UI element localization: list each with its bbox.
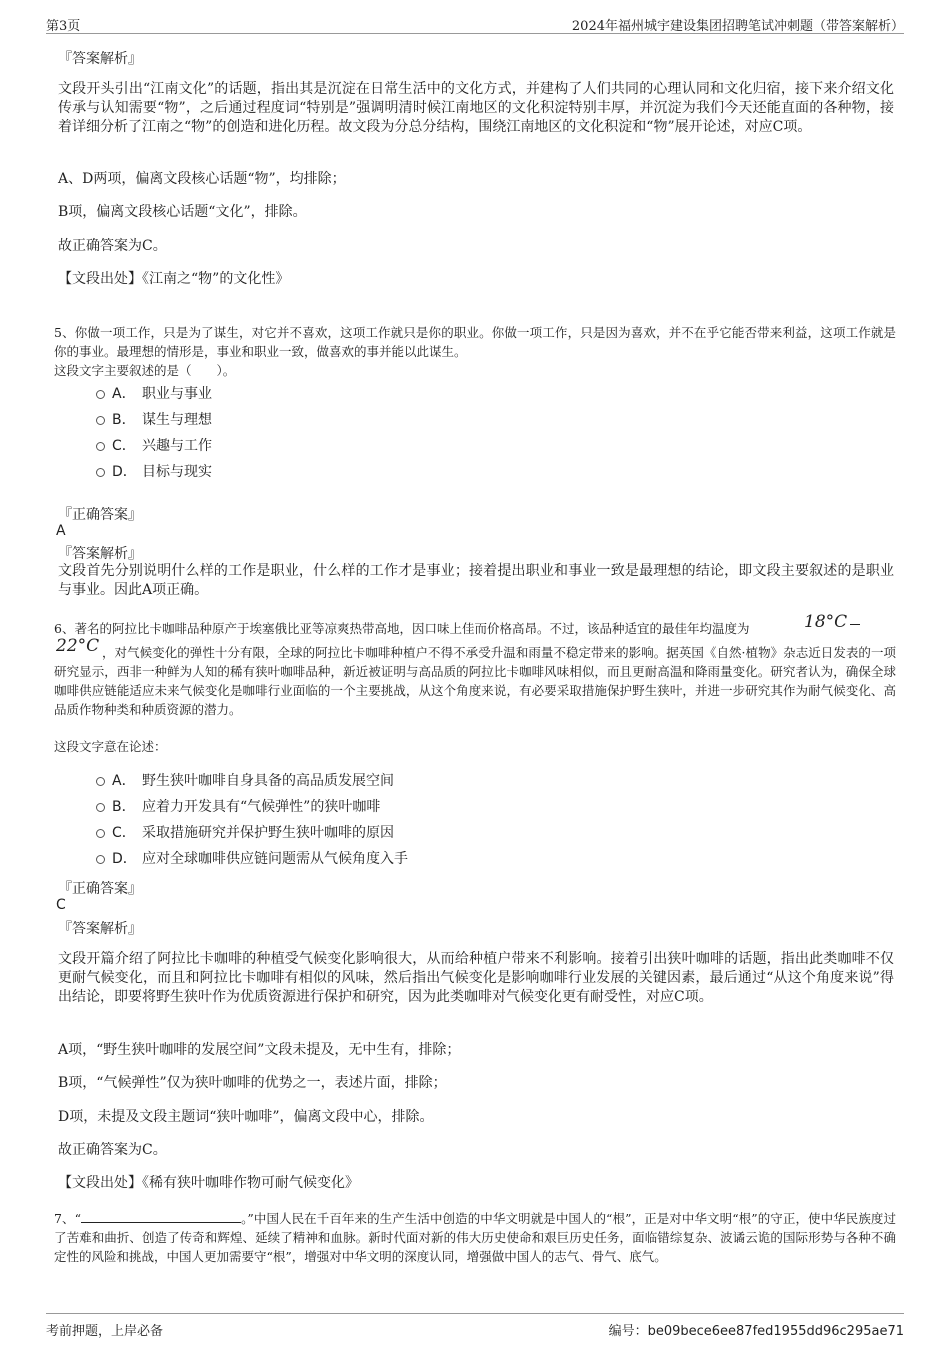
footer-slogan: 考前押题，上岸必备	[46, 1324, 164, 1339]
radio-icon[interactable]	[96, 416, 105, 425]
radio-icon[interactable]	[96, 468, 105, 477]
q5-option-c[interactable]: C． 兴趣与工作	[96, 436, 212, 456]
q5-correct-answer: A	[56, 523, 66, 539]
radio-icon[interactable]	[96, 855, 105, 864]
q5-correct-tag: 『正确答案』	[58, 507, 142, 523]
q6-range-dash	[850, 624, 860, 625]
q6-text: ，对气候变化的弹性十分有限，全球的阿拉比卡咖啡种植户不得不承受升温和雨量不稳定带来的影响。据英国《自然·植物》杂志近日发表的一项研究显示，西非一种鲜为人知的稀有狭叶咖啡品种，新近被证明与高品质的阿拉比卡咖啡风味相似，而且更耐高温和降雨量变化。研究者认为，确保全球咖啡供应链能适应未来气候变化是咖啡行业面临的一个主要挑战，从这个角度来说，有必要采取措施保护野生狭叶，并进一步研究其作为耐气候变化、高品质作物种类和种质资源的潜力。	[54, 645, 896, 717]
q6-analysis-tag: 『答案解析』	[58, 921, 142, 937]
radio-icon[interactable]	[96, 777, 105, 786]
q5-analysis: 文段首先分别说明什么样的工作是职业，什么样的工作才是事业；接着提出职业和事业一致是最理想的结论，即文段主要叙述的是职业与事业。因此A项正确。	[58, 563, 894, 598]
q6-text-line1: 6、著名的阿拉比卡咖啡品种原产于埃塞俄比亚等凉爽热带高地，因口味上佳而价格高昂。不过，该品种适宜的最佳年均温度为	[54, 621, 750, 636]
q6-stem: 这段文字意在论述：	[54, 739, 167, 754]
q6-temp-high: 22°C	[56, 636, 100, 656]
q7-body: 。”中国人民在千百年来的生产生活中创造的中华文明就是中国人的“根”，正是对中华文明“根”的守正，使中华民族度过了苦难和曲折、创造了传奇和辉煌、延续了精神和血脉。新时代面对新的伟大历史使命和艰巨历史任务，面临错综复杂、波谲云诡的国际形势与各种不确定性的风险和挑战，中国人更加需要守“根”，增强对中华文明的深度认同，增强做中国人的志气、骨气、底气。	[54, 1211, 896, 1264]
q6-line-d: D项，未提及文段主题词“狭叶咖啡”，偏离文段中心，排除。	[58, 1109, 434, 1125]
q5-text: 5、你做一项工作，只是为了谋生，对它并不喜欢，这项工作就只是你的职业。你做一项工作，只是因为喜欢，并不在乎它能否带来利益，这项工作就是你的事业。最理想的情形是，事业和职业一致，做喜欢的事并能以此谋生。	[54, 325, 896, 359]
radio-icon[interactable]	[96, 829, 105, 838]
footer-code-value: be09bece6ee87fed1955dd96c295ae71	[647, 1324, 904, 1339]
q5-option-a[interactable]: A． 职业与事业	[96, 384, 212, 404]
q6-option-b[interactable]: B． 应着力开发具有“气候弹性”的狭叶咖啡	[96, 797, 380, 817]
q6-answer-line: 故正确答案为C。	[58, 1142, 167, 1158]
q6-analysis: 文段开篇介绍了阿拉比卡咖啡的种植受气候变化影响很大，从而给种植户带来不利影响。接着引出狭叶咖啡的话题，指出此类咖啡不仅更耐气候变化，而且和阿拉比卡咖啡有相似的风味，然后指出气候变化是影响咖啡行业发展的关键因素，最后通过“从这个角度来说”得出结论，即要将野生狭叶作为优质资源进行保护和研究，因为此类咖啡对气候变化更有耐受性，对应C项。	[58, 951, 894, 1005]
radio-icon[interactable]	[96, 803, 105, 812]
page-footer	[46, 1313, 904, 1340]
q6-correct-answer: C	[56, 897, 66, 913]
q6-line-a: A项，“野生狭叶咖啡的发展空间”文段未提及，无中生有，排除；	[58, 1042, 461, 1058]
q6-option-d[interactable]: D． 应对全球咖啡供应链问题需从气候角度入手	[96, 849, 408, 869]
q7-fill-blank[interactable]	[81, 1210, 241, 1223]
q5-option-b[interactable]: B． 谋生与理想	[96, 410, 212, 430]
q7-text	[54, 1209, 896, 1266]
q5-analysis-tag: 『答案解析』	[58, 546, 142, 562]
footer-code-label: 编号：	[608, 1324, 648, 1339]
q4-line-ad: A、D两项，偏离文段核心话题“物”，均排除；	[58, 171, 346, 187]
q4-source: 【文段出处】《江南之“物”的文化性》	[58, 271, 290, 287]
radio-icon[interactable]	[96, 390, 105, 399]
q6-option-c[interactable]: C． 采取措施研究并保护野生狭叶咖啡的原因	[96, 823, 394, 843]
q5-option-d[interactable]: D． 目标与现实	[96, 462, 212, 482]
page-number: 第3页	[46, 19, 81, 34]
q4-analysis: 文段开头引出“江南文化”的话题，指出其是沉淀在日常生活中的文化方式，并建构了人们共同的心理认同和文化归宿，接下来介绍文化传承与认知需要“物”，之后通过程度词“特别是”强调明清时候江南地区的文化积淀特别丰厚，并沉淀为我们今天还能直面的各种物，接着详细分析了江南之“物”的创造和进化历程。故文段为分总分结构，围绕江南地区的文化积淀和“物”展开论述，对应C项。	[58, 81, 894, 135]
q6-source: 【文段出处】《稀有狭叶咖啡作物可耐气候变化》	[58, 1175, 359, 1191]
radio-icon[interactable]	[96, 442, 105, 451]
q4-answer-line: 故正确答案为C。	[58, 238, 167, 254]
document-title: 2024年福州城宇建设集团招聘笔试冲刺题（带答案解析）	[571, 19, 904, 34]
footer-code	[609, 1320, 904, 1339]
q4-analysis-tag: 『答案解析』	[58, 51, 142, 67]
q6-line-b: B项，“气候弹性”仅为狭叶咖啡的优势之一，表述片面，排除；	[58, 1075, 447, 1091]
q6-temp-low: 18°C	[804, 612, 848, 632]
q6-option-a[interactable]: A． 野生狭叶咖啡自身具备的高品质发展空间	[96, 771, 394, 791]
q6-correct-tag: 『正确答案』	[58, 881, 142, 897]
q7-prefix: 7、“	[54, 1211, 81, 1226]
q4-line-b: B项，偏离文段核心话题“文化”，排除。	[58, 204, 307, 220]
page-header	[46, 11, 904, 34]
q5-stem: 这段文字主要叙述的是（ ）。	[54, 363, 236, 378]
